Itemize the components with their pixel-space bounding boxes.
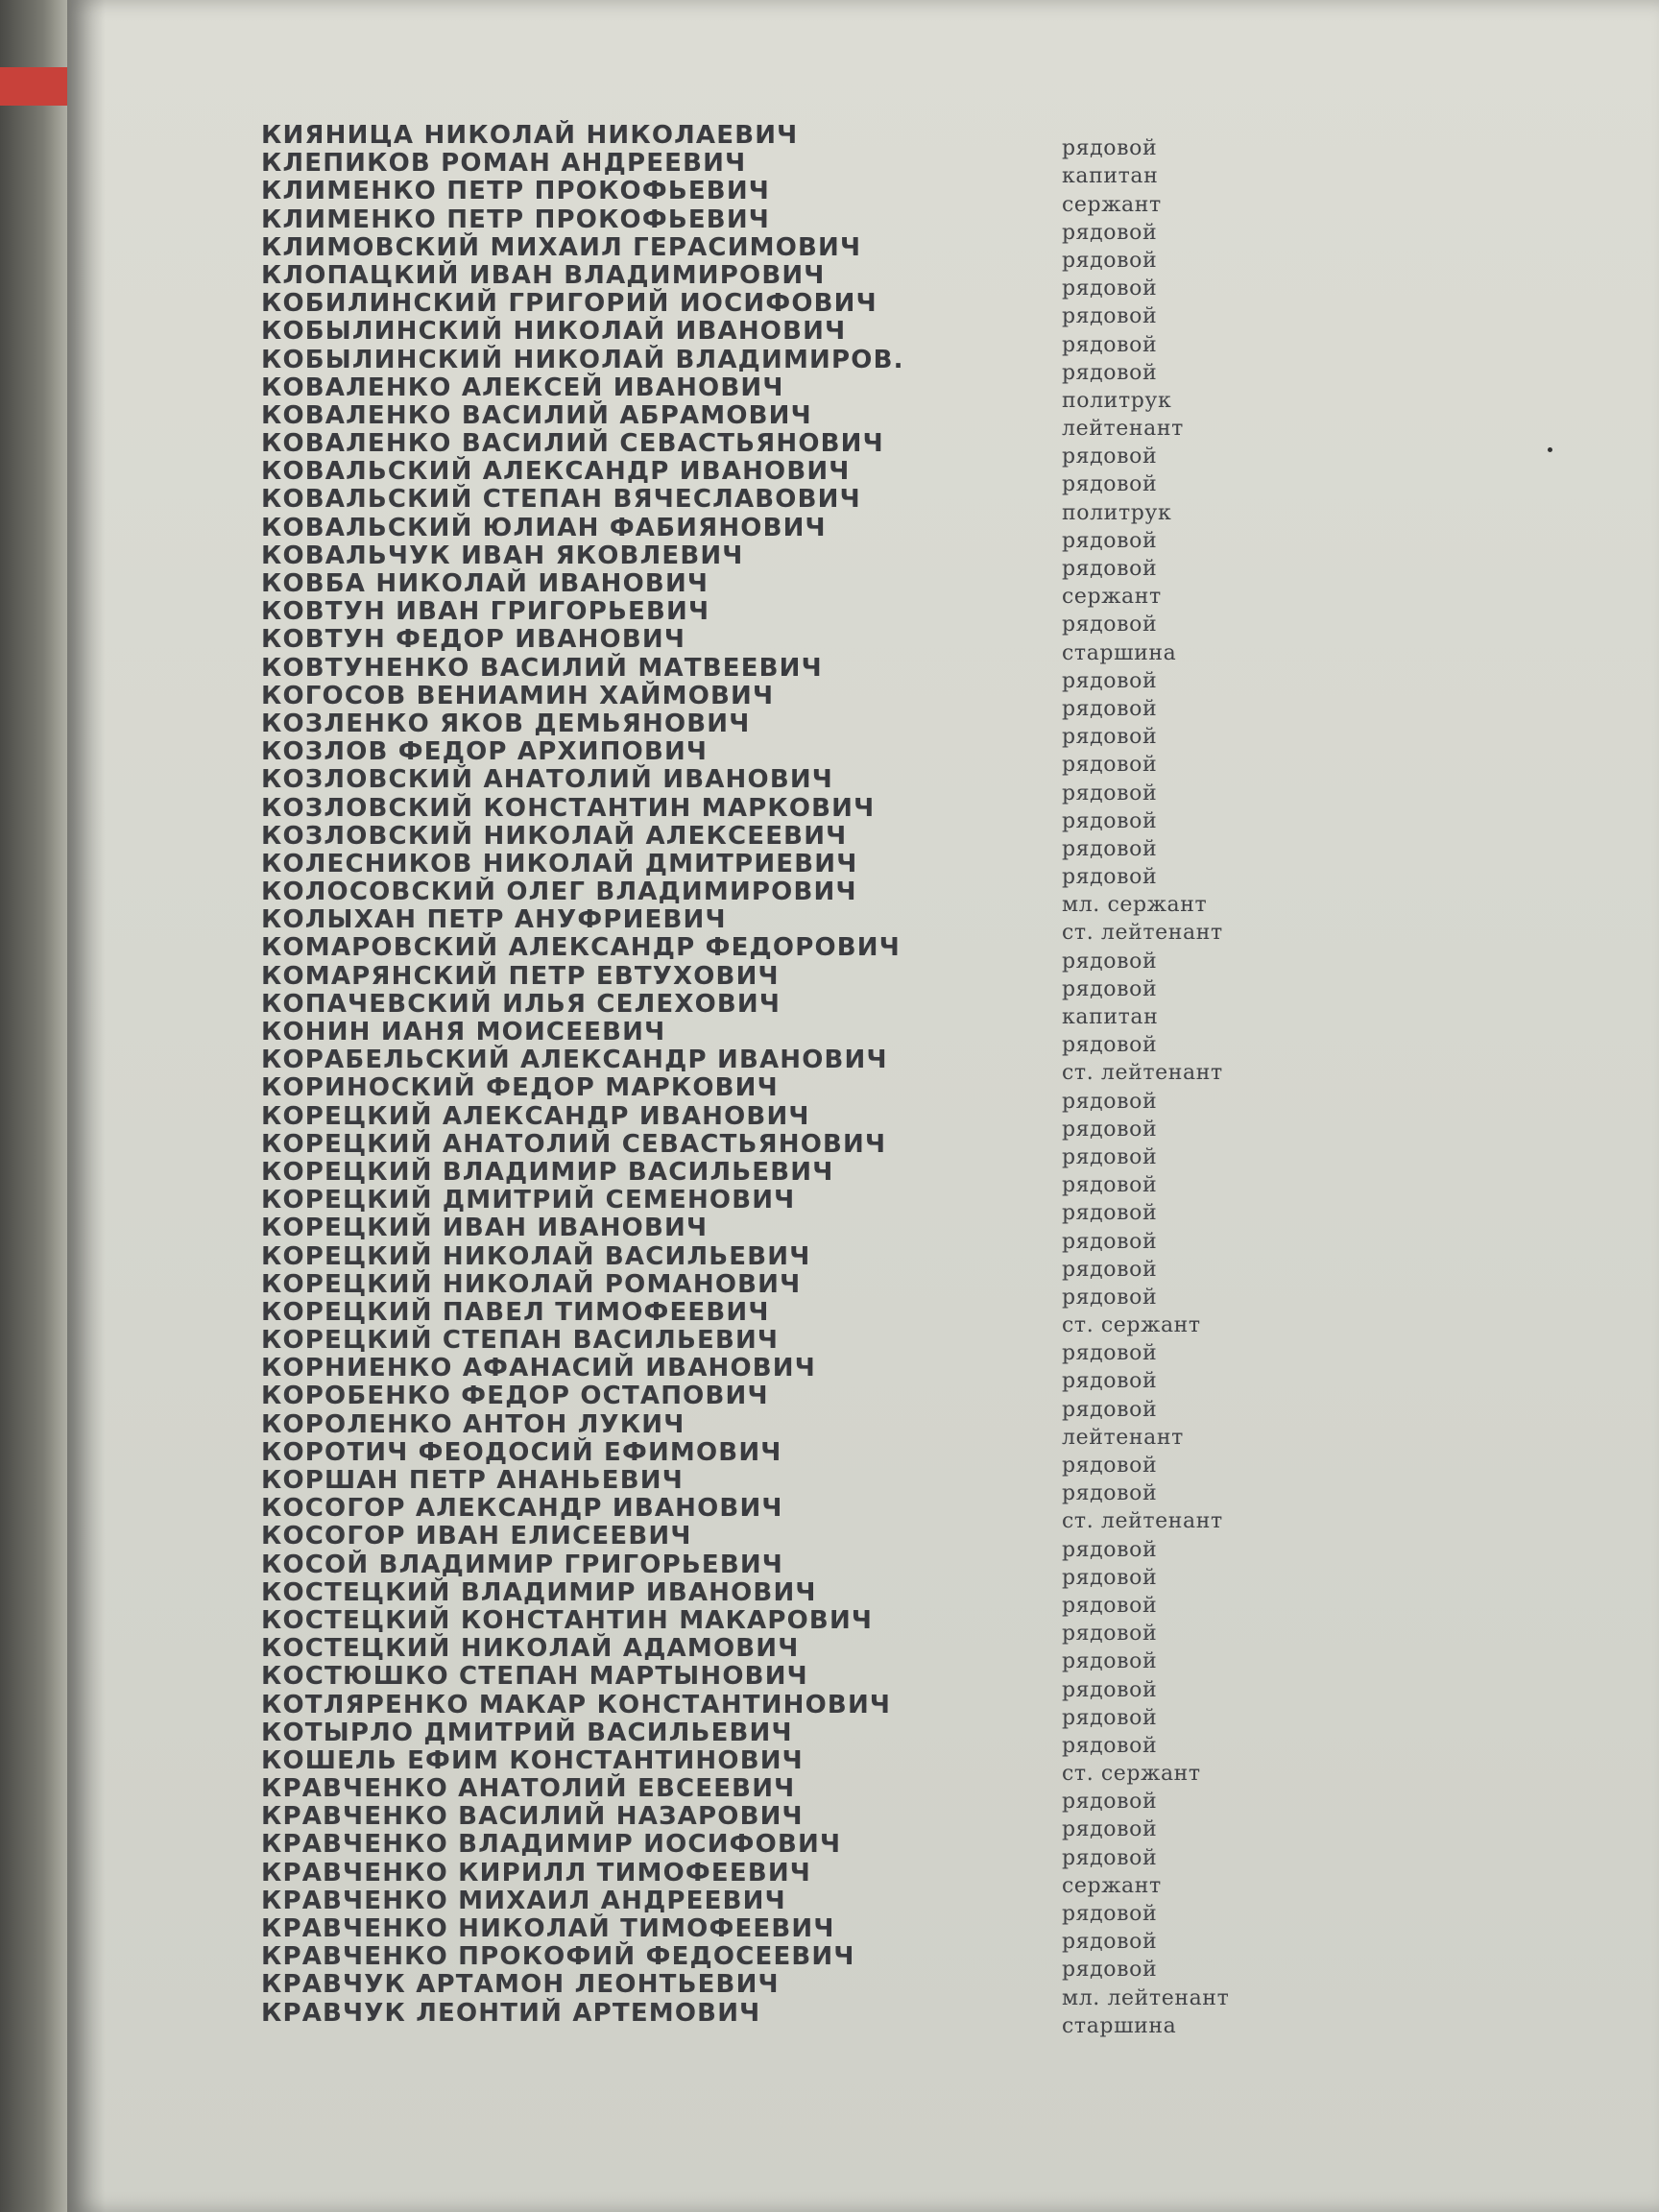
list-item bbox=[261, 1005, 1317, 1046]
person-name: КОТЫРЛО ДМИТРИЙ ВАСИЛЬЕВИЧ bbox=[261, 1718, 793, 1747]
person-name: КОЛЕСНИКОВ НИКОЛАЙ ДМИТРИЕВИЧ bbox=[261, 849, 858, 878]
list-item bbox=[261, 192, 1317, 234]
person-name: КОВАЛЬСКИЙ ЮЛИАН ФАБИЯНОВИЧ bbox=[261, 513, 827, 542]
person-name: КЛЕПИКОВ РОМАН АНДРЕЕВИЧ bbox=[261, 149, 747, 179]
military-rank: ст. лейтенант bbox=[1062, 1061, 1223, 1086]
person-name: КОСОГОР ИВАН ЕЛИСЕЕВИЧ bbox=[261, 1522, 692, 1551]
list-item bbox=[261, 1089, 1317, 1131]
military-rank: рядовой bbox=[1062, 528, 1158, 553]
person-name: КРАВЧУК ЛЕОНТИЙ АРТЕМОВИЧ bbox=[261, 1998, 761, 2028]
person-name: КОСОЙ ВЛАДИМИР ГРИГОРЬЕВИЧ bbox=[261, 1550, 784, 1579]
person-name: КЛОПАЦКИЙ ИВАН ВЛАДИМИРОВИЧ bbox=[261, 260, 826, 290]
military-rank: рядовой bbox=[1062, 668, 1158, 693]
person-name: КОВТУНЕНКО ВАСИЛИЙ МАТВЕЕВИЧ bbox=[261, 653, 823, 683]
person-name: КОЗЛЕНКО ЯКОВ ДЕМЬЯНОВИЧ bbox=[261, 709, 751, 738]
person-name: КОЗЛОВСКИЙ НИКОЛАЙ АЛЕКСЕЕВИЧ bbox=[261, 821, 848, 851]
military-rank: лейтенант bbox=[1062, 417, 1184, 442]
list-item bbox=[261, 248, 1317, 290]
military-rank: рядовой bbox=[1062, 1201, 1158, 1226]
person-name: КЛИМЕНКО ПЕТР ПРОКОФЬЕВИЧ bbox=[261, 177, 770, 206]
person-name: КИЯНИЦА НИКОЛАЙ НИКОЛАЕВИЧ bbox=[261, 121, 799, 150]
person-name: КОРЕЦКИЙ АНАТОЛИЙ СЕВАСТЬЯНОВИЧ bbox=[261, 1129, 887, 1159]
person-name: КОСОГОР АЛЕКСАНДР ИВАНОВИЧ bbox=[261, 1494, 783, 1524]
person-name: КОРНИЕНКО АФАНАСИЙ ИВАНОВИЧ bbox=[261, 1354, 816, 1383]
person-name: КРАВЧЕНКО ПРОКОФИЙ ФЕДОСЕЕВИЧ bbox=[261, 1942, 855, 1972]
person-name: КРАВЧЕНКО МИХАИЛ АНДРЕЕВИЧ bbox=[261, 1886, 786, 1915]
military-rank: рядовой bbox=[1062, 1341, 1158, 1366]
list-item bbox=[261, 1369, 1317, 1411]
person-name: КОРИНОСКИЙ ФЕДОР МАРКОВИЧ bbox=[261, 1073, 779, 1103]
military-rank: рядовой bbox=[1062, 1537, 1158, 1562]
military-rank: старшина bbox=[1062, 640, 1177, 665]
person-name: КЛИМЕНКО ПЕТР ПРОКОФЬЕВИЧ bbox=[261, 204, 770, 234]
military-rank: рядовой bbox=[1062, 1817, 1158, 1842]
list-item bbox=[261, 1229, 1317, 1271]
person-name: КОРЕЦКИЙ ВЛАДИМИР ВАСИЛЬЕВИЧ bbox=[261, 1157, 834, 1187]
book-spine-edge bbox=[0, 0, 71, 2212]
person-name: КОРОЛЕНКО АНТОН ЛУКИЧ bbox=[261, 1409, 685, 1439]
military-rank: мл. лейтенант bbox=[1062, 1985, 1230, 2010]
military-rank: рядовой bbox=[1062, 1033, 1158, 1058]
person-name: КОВАЛЬСКИЙ СТЕПАН ВЯЧЕСЛАВОВИЧ bbox=[261, 485, 861, 515]
person-name: КОПАЧЕВСКИЙ ИЛЬЯ СЕЛЕХОВИЧ bbox=[261, 989, 781, 1019]
military-rank: рядовой bbox=[1062, 1705, 1158, 1730]
person-name: КОЗЛОВ ФЕДОР АРХИПОВИЧ bbox=[261, 737, 709, 767]
military-rank: рядовой bbox=[1062, 220, 1158, 245]
person-name: КОГОСОВ ВЕНИАМИН ХАЙМОВИЧ bbox=[261, 681, 775, 710]
person-name: КОРОТИЧ ФЕОДОСИЙ ЕФИМОВИЧ bbox=[261, 1437, 782, 1467]
person-name: КОМАРОВСКИЙ АЛЕКСАНДР ФЕДОРОВИЧ bbox=[261, 933, 901, 963]
person-name: КОБИЛИНСКИЙ ГРИГОРИЙ ИОСИФОВИЧ bbox=[261, 289, 878, 319]
military-rank: сержант bbox=[1062, 1873, 1162, 1898]
military-rank: рядовой bbox=[1062, 304, 1158, 329]
military-rank: рядовой bbox=[1062, 696, 1158, 721]
person-name: КОШЕЛЬ ЕФИМ КОНСТАНТИНОВИЧ bbox=[261, 1745, 804, 1775]
person-name: КОНИН ИАНЯ МОИСЕЕВИЧ bbox=[261, 1018, 666, 1046]
military-rank: рядовой bbox=[1062, 1930, 1158, 1955]
person-name: КОСТЮШКО СТЕПАН МАРТЫНОВИЧ bbox=[261, 1662, 808, 1692]
person-name: КОВАЛЕНКО ВАСИЛИЙ АБРАМОВИЧ bbox=[261, 400, 812, 430]
military-rank: рядовой bbox=[1062, 836, 1158, 861]
person-name: КОРЕЦКИЙ СТЕПАН ВАСИЛЬЕВИЧ bbox=[261, 1326, 780, 1356]
military-rank: рядовой bbox=[1062, 1454, 1158, 1478]
military-rank: рядовой bbox=[1062, 1397, 1158, 1422]
list-item bbox=[261, 1790, 1317, 1832]
person-name: КОЗЛОВСКИЙ КОНСТАНТИН МАРКОВИЧ bbox=[261, 793, 876, 823]
list-item bbox=[261, 136, 1317, 179]
list-item bbox=[261, 445, 1317, 487]
person-name: КОВБА НИКОЛАЙ ИВАНОВИЧ bbox=[261, 569, 709, 598]
list-item bbox=[261, 1425, 1317, 1467]
person-name: КЛИМОВСКИЙ МИХАИЛ ГЕРАСИМОВИЧ bbox=[261, 232, 862, 262]
person-name: КОТЛЯРЕНКО МАКАР КОНСТАНТИНОВИЧ bbox=[261, 1690, 892, 1719]
list-item bbox=[261, 121, 1317, 149]
person-name: КОСТЕЦКИЙ КОНСТАНТИН МАКАРОВИЧ bbox=[261, 1605, 874, 1635]
person-name: КОРОБЕНКО ФЕДОР ОСТАПОВИЧ bbox=[261, 1382, 769, 1411]
military-rank: рядовой bbox=[1062, 613, 1158, 637]
list-item bbox=[261, 1257, 1317, 1299]
military-rank: ст. лейтенант bbox=[1062, 921, 1223, 946]
military-rank: рядовой bbox=[1062, 1565, 1158, 1590]
list-item bbox=[261, 1454, 1317, 1495]
person-name: КОВТУН ИВАН ГРИГОРЬЕВИЧ bbox=[261, 597, 710, 627]
person-name: КРАВЧЕНКО ВЛАДИМИР ИОСИФОВИЧ bbox=[261, 1830, 842, 1860]
person-name: КОБЫЛИНСКИЙ НИКОЛАЙ ИВАНОВИЧ bbox=[261, 317, 847, 347]
person-name: КОРЕЦКИЙ НИКОЛАЙ ВАСИЛЬЕВИЧ bbox=[261, 1241, 811, 1271]
person-name: КРАВЧУК АРТАМОН ЛЕОНТЬЕВИЧ bbox=[261, 1970, 780, 2000]
list-item bbox=[261, 1593, 1317, 1635]
person-name: КОЗЛОВСКИЙ АНАТОЛИЙ ИВАНОВИЧ bbox=[261, 765, 834, 795]
person-name: КОМАРЯНСКИЙ ПЕТР ЕВТУХОВИЧ bbox=[261, 961, 780, 991]
military-rank: рядовой bbox=[1062, 1958, 1158, 1983]
list-item bbox=[261, 1622, 1317, 1664]
page-gutter-shadow bbox=[67, 0, 106, 2212]
military-rank: рядовой bbox=[1062, 136, 1158, 161]
person-name: КОРЕЦКИЙ ПАВЕЛ ТИМОФЕЕВИЧ bbox=[261, 1297, 770, 1327]
list-item bbox=[261, 725, 1317, 767]
military-rank: рядовой bbox=[1062, 1229, 1158, 1254]
print-speck bbox=[1548, 447, 1552, 452]
person-name: КРАВЧЕНКО ВАСИЛИЙ НАЗАРОВИЧ bbox=[261, 1802, 804, 1832]
person-name: КРАВЧЕНКО КИРИЛЛ ТИМОФЕЕВИЧ bbox=[261, 1858, 812, 1887]
list-item bbox=[261, 1902, 1317, 1943]
military-rank: капитан bbox=[1062, 164, 1159, 189]
list-item bbox=[261, 1173, 1317, 1215]
military-rank: рядовой bbox=[1062, 1733, 1158, 1758]
person-name: КОЛОСОВСКИЙ ОЛЕГ ВЛАДИМИРОВИЧ bbox=[261, 878, 857, 907]
person-name: КОРШАН ПЕТР АНАНЬЕВИЧ bbox=[261, 1466, 684, 1495]
list-item bbox=[261, 753, 1317, 795]
person-name: КОСТЕЦКИЙ НИКОЛАЙ АДАМОВИЧ bbox=[261, 1634, 800, 1664]
military-rank: рядовой bbox=[1062, 1369, 1158, 1394]
military-rank: рядовой bbox=[1062, 1481, 1158, 1506]
person-name: КОРЕЦКИЙ АЛЕКСАНДР ИВАНОВИЧ bbox=[261, 1101, 810, 1131]
person-name: КРАВЧЕНКО НИКОЛАЙ ТИМОФЕЕВИЧ bbox=[261, 1914, 835, 1943]
military-rank: капитан bbox=[1062, 1005, 1159, 1029]
military-rank: ст. лейтенант bbox=[1062, 1509, 1223, 1534]
list-item bbox=[261, 1873, 1317, 1915]
list-item bbox=[261, 417, 1317, 459]
person-name: КОСТЕЦКИЙ ВЛАДИМИР ИВАНОВИЧ bbox=[261, 1577, 817, 1607]
military-rank: рядовой bbox=[1062, 865, 1158, 890]
military-rank: рядовой bbox=[1062, 557, 1158, 581]
person-name: КОВТУН ФЕДОР ИВАНОВИЧ bbox=[261, 625, 686, 655]
military-rank: рядовой bbox=[1062, 276, 1158, 301]
military-rank: рядовой bbox=[1062, 360, 1158, 385]
person-name: КОРАБЕЛЬСКИЙ АЛЕКСАНДР ИВАНОВИЧ bbox=[261, 1046, 888, 1075]
person-name: КОЛЫХАН ПЕТР АНУФРИЕВИЧ bbox=[261, 905, 727, 935]
list-item bbox=[261, 585, 1317, 627]
military-rank: рядовой bbox=[1062, 1173, 1158, 1198]
list-item bbox=[261, 1705, 1317, 1747]
list-item bbox=[261, 528, 1317, 570]
military-rank: сержант bbox=[1062, 192, 1162, 217]
list-item bbox=[261, 1313, 1317, 1356]
military-rank: ст. сержант bbox=[1062, 1762, 1201, 1787]
military-rank: мл. сержант bbox=[1062, 893, 1208, 918]
person-name: КОВАЛЬЧУК ИВАН ЯКОВЛЕВИЧ bbox=[261, 541, 744, 570]
military-rank: рядовой bbox=[1062, 1257, 1158, 1282]
military-rank: рядовой bbox=[1062, 753, 1158, 778]
military-rank: старшина bbox=[1062, 2013, 1177, 2038]
person-name: КОБЫЛИНСКИЙ НИКОЛАЙ ВЛАДИМИРОВ. bbox=[261, 345, 904, 374]
military-rank: рядовой bbox=[1062, 808, 1158, 833]
list-item bbox=[261, 781, 1317, 823]
person-name: КОРЕЦКИЙ ИВАН ИВАНОВИЧ bbox=[261, 1214, 709, 1243]
military-rank: рядовой bbox=[1062, 1285, 1158, 1310]
military-rank: политрук bbox=[1062, 388, 1172, 413]
list-item bbox=[261, 949, 1317, 991]
military-rank: рядовой bbox=[1062, 976, 1158, 1001]
person-name: КОВАЛЕНКО АЛЕКСЕЙ ИВАНОВИЧ bbox=[261, 373, 784, 402]
military-rank: рядовой bbox=[1062, 445, 1158, 469]
military-rank: рядовой bbox=[1062, 1649, 1158, 1674]
person-name: КОРЕЦКИЙ НИКОЛАЙ РОМАНОВИЧ bbox=[261, 1269, 802, 1299]
military-rank: рядовой bbox=[1062, 1117, 1158, 1142]
military-rank: рядовой bbox=[1062, 949, 1158, 974]
military-rank: рядовой bbox=[1062, 1593, 1158, 1618]
military-rank: рядовой bbox=[1062, 1790, 1158, 1815]
list-item bbox=[261, 1930, 1317, 1972]
person-name: КОВАЛЕНКО ВАСИЛИЙ СЕВАСТЬЯНОВИЧ bbox=[261, 429, 884, 459]
list-item bbox=[261, 1201, 1317, 1243]
military-rank: рядовой bbox=[1062, 1622, 1158, 1647]
military-rank: политрук bbox=[1062, 500, 1172, 525]
military-rank: рядовой bbox=[1062, 472, 1158, 497]
military-rank: сержант bbox=[1062, 585, 1162, 610]
person-name: КОВАЛЬСКИЙ АЛЕКСАНДР ИВАНОВИЧ bbox=[261, 457, 851, 487]
list-item bbox=[261, 1565, 1317, 1607]
military-rank: рядовой bbox=[1062, 248, 1158, 273]
list-item bbox=[261, 1537, 1317, 1579]
military-rank: рядовой bbox=[1062, 781, 1158, 805]
names-list bbox=[261, 121, 1317, 2055]
military-rank: рядовой bbox=[1062, 332, 1158, 357]
list-item bbox=[261, 276, 1317, 319]
military-rank: лейтенант bbox=[1062, 1425, 1184, 1450]
military-rank: рядовой bbox=[1062, 1845, 1158, 1870]
military-rank: рядовой bbox=[1062, 1144, 1158, 1169]
person-name: КРАВЧЕНКО АНАТОЛИЙ ЕВСЕЕВИЧ bbox=[261, 1774, 796, 1804]
military-rank: рядовой bbox=[1062, 1902, 1158, 1926]
list-item bbox=[261, 220, 1317, 262]
person-name: КОРЕЦКИЙ ДМИТРИЙ СЕМЕНОВИЧ bbox=[261, 1186, 796, 1215]
military-rank: ст. сержант bbox=[1062, 1313, 1201, 1338]
military-rank: рядовой bbox=[1062, 1677, 1158, 1702]
list-item bbox=[261, 1117, 1317, 1159]
list-item bbox=[261, 696, 1317, 738]
military-rank: рядовой bbox=[1062, 1089, 1158, 1114]
red-cover-strip bbox=[0, 67, 67, 106]
military-rank: рядовой bbox=[1062, 725, 1158, 750]
